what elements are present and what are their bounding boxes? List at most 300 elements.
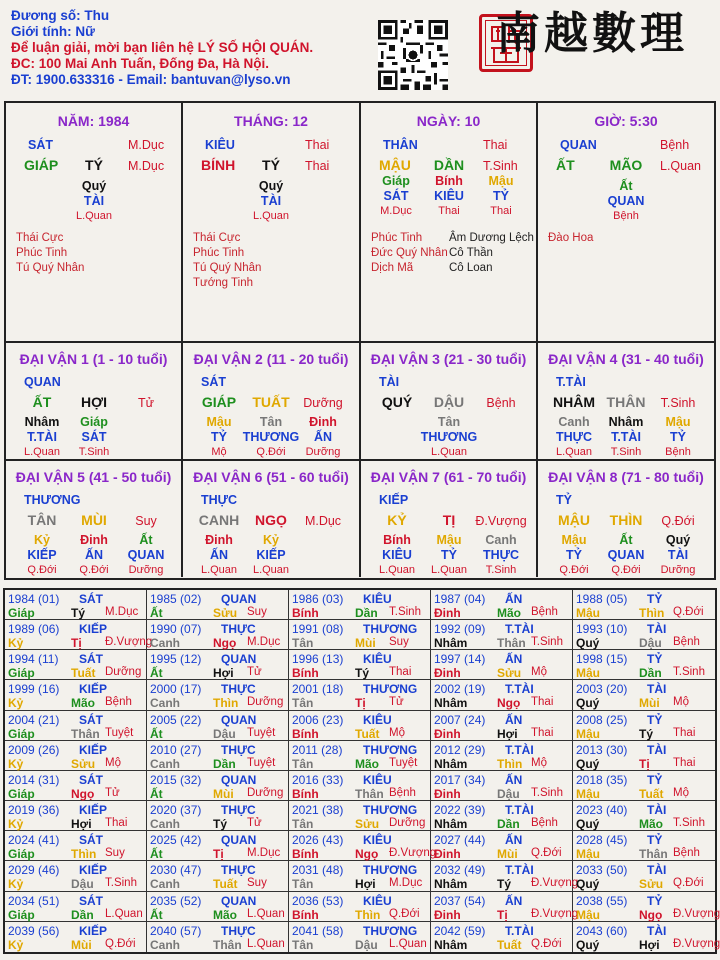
heavenly-stem: Nhâm [434, 937, 468, 952]
ten-god: QUAN [24, 375, 61, 389]
hidden-ten-god: TÀI [260, 194, 282, 208]
ten-god: TỶ [647, 893, 663, 908]
year-cell [431, 861, 579, 892]
hidden-ten-god: QUAN [127, 548, 165, 562]
year-cell [147, 831, 289, 861]
stage: Đ.Vượng [475, 514, 527, 528]
earthly-branch: THÌN [609, 512, 643, 528]
earthly-branch: Dần [213, 756, 236, 771]
year-label: 2013 (30) [576, 742, 628, 757]
heavenly-stem: Kỷ [8, 937, 24, 952]
year-cell [431, 801, 573, 831]
earthly-branch: Sửu [355, 817, 380, 832]
shen-sha: Tú Quý Nhân [16, 262, 85, 274]
hidden-ten-god: KIÊU [382, 548, 412, 562]
ten-god: KIÊU [363, 712, 392, 727]
year-cell [5, 590, 147, 620]
stage: Q.Đới [673, 877, 704, 890]
heavenly-stem: CANH [198, 512, 240, 528]
year-label: 2017 (34) [434, 772, 486, 787]
heavenly-stem: Mậu [576, 786, 600, 801]
stage: Bệnh [486, 396, 516, 410]
ten-god: T.TÀI [505, 923, 534, 938]
ten-god: THỰC [221, 622, 256, 637]
heavenly-stem: Tân [292, 877, 314, 892]
heavenly-stem: Canh [150, 636, 180, 651]
ten-god: ẤN [505, 772, 523, 787]
heavenly-stem: Kỷ [8, 696, 24, 711]
stage: Bệnh [673, 636, 700, 649]
earthly-branch: Tý [71, 606, 86, 620]
heavenly-stem: Canh [150, 877, 180, 892]
pillar-title: THÁNG: 12 [234, 113, 308, 129]
pillar-1 [6, 103, 183, 341]
ten-god: TÀI [647, 863, 667, 878]
stage: Thai [531, 726, 554, 739]
stage: Suy [247, 606, 267, 618]
year-label: 2014 (31) [8, 772, 60, 787]
stage: Tuyệt [389, 756, 418, 769]
heavenly-stem: Giáp [8, 847, 35, 862]
year-cell [147, 922, 289, 952]
ten-god: SÁT [79, 772, 103, 787]
hidden-stage: M.Dục [380, 205, 412, 217]
hidden-stem: Kỷ [263, 533, 279, 547]
ten-god: TÀI [379, 375, 400, 389]
ten-god: THỰC [221, 863, 256, 878]
heavenly-stem: ẤT [32, 394, 52, 410]
year-label: 2006 (23) [292, 712, 344, 727]
ten-god: SÁT [79, 712, 103, 727]
ten-god: QUAN [221, 652, 257, 667]
hidden-ten-god: TỶ [670, 430, 686, 444]
ten-god: ẤN [505, 893, 523, 908]
heavenly-stem: Quý [576, 636, 600, 651]
ten-god: THƯƠNG [24, 493, 81, 507]
hidden-ten-god: ẤN [84, 548, 104, 562]
hidden-ten-god: ẤN [313, 430, 333, 444]
shen-sha: Âm Dương Lệch [449, 232, 534, 244]
heavenly-stem: Nhâm [434, 877, 468, 892]
hidden-stage: L.Quan [378, 564, 416, 576]
heavenly-stem: Quý [576, 877, 600, 892]
ten-god: TÀI [647, 923, 667, 938]
heavenly-stem: Giáp [8, 786, 35, 801]
heavenly-stem: GIÁP [201, 394, 237, 410]
year-label: 2025 (42) [150, 833, 202, 848]
stage: Suy [389, 636, 409, 649]
ten-god: KIẾP [79, 863, 108, 878]
year-label: 2024 (41) [8, 833, 60, 848]
ten-god: QUAN [221, 712, 257, 727]
hidden-stage: Mộ [211, 446, 227, 458]
earthly-branch: Dậu [497, 786, 520, 801]
hidden-stage: T.Sinh [78, 446, 110, 458]
year-label: 2030 (47) [150, 863, 202, 878]
heavenly-stem: Bính [292, 606, 319, 620]
year-cell [573, 922, 720, 952]
year-cell [289, 831, 437, 862]
heavenly-stem: Bính [292, 726, 319, 741]
heavenly-stem: Giáp [8, 606, 35, 620]
heavenly-stem: Giáp [8, 666, 35, 681]
year-label: 2027 (44) [434, 833, 486, 848]
shen-sha: Đức Quý Nhân [371, 247, 448, 259]
year-label: 1998 (15) [576, 652, 628, 667]
hidden-ten-god: KIẾP [256, 548, 286, 562]
stage: Bệnh [531, 817, 558, 830]
ten-god: THÂN [383, 138, 418, 152]
year-cell [431, 741, 573, 771]
year-cell [573, 771, 715, 801]
earthly-branch: Hợi [639, 937, 660, 952]
stage: L.Quan [247, 907, 285, 920]
branch-stage: T.Sinh [483, 159, 518, 173]
year-cell [431, 680, 573, 710]
ten-god: THỰC [221, 742, 256, 757]
stage: Thai [673, 756, 696, 769]
year-label: 2012 (29) [434, 742, 486, 757]
earthly-branch: Tuất [639, 786, 664, 801]
stage: Bệnh [660, 138, 690, 152]
hidden-stage: L.Quan [200, 564, 238, 576]
pillar-title: GIỜ: 5:30 [594, 113, 658, 129]
year-cell [573, 892, 720, 922]
stage: L.Quan [247, 937, 285, 950]
hidden-ten-god: KIÊU [434, 189, 464, 203]
stage: Tử [137, 396, 155, 410]
heavenly-stem: Ất [150, 666, 163, 681]
heavenly-stem: Ất [150, 726, 163, 741]
stage: M.Dục [389, 877, 423, 890]
earthly-branch: Thân [213, 937, 242, 952]
year-cell [147, 620, 289, 650]
stage: M.Dục [105, 606, 139, 618]
ten-god: THỰC [221, 803, 256, 818]
year-cell [431, 590, 573, 620]
ten-god: T.TÀI [505, 742, 534, 757]
hidden-stage: Dưỡng [660, 564, 696, 576]
earthly-branch: THÂN [606, 394, 646, 410]
hidden-stem: Đinh [205, 533, 233, 547]
shen-sha: Cô Thần [449, 247, 493, 259]
hidden-stage: T.Sinh [610, 446, 642, 458]
hidden-stage: L.Quan [252, 564, 290, 576]
dai-van-6 [183, 459, 361, 577]
ten-god: SÁT [79, 652, 103, 667]
dai-van-title: ĐẠI VẬN 6 (51 - 60 tuổi) [193, 469, 349, 485]
heavenly-stem: Tân [292, 756, 314, 771]
shen-sha: Thái Cực [16, 232, 64, 244]
ten-god: KIẾP [379, 493, 409, 507]
stage: Dưỡng [105, 666, 142, 679]
shen-sha: Phúc Tinh [371, 232, 423, 244]
pillar-title: NGÀY: 10 [416, 113, 481, 129]
earthly-branch: Dậu [639, 636, 662, 651]
subject-gender: Giới tính: Nữ [11, 24, 95, 39]
hidden-stem: Canh [485, 533, 517, 547]
earthly-branch: Tý [213, 817, 228, 832]
ten-god: QUAN [221, 592, 257, 606]
hidden-stage: L.Quan [430, 446, 468, 458]
ten-god: TỶ [647, 772, 663, 787]
stage: Đ.Vượng [673, 907, 720, 920]
hidden-ten-god: SÁT [81, 430, 107, 444]
year-cell [289, 801, 431, 831]
ten-god: KIÊU [363, 772, 392, 787]
hidden-stage: Dưỡng [128, 564, 164, 576]
heavenly-stem: Quý [576, 696, 600, 711]
heavenly-stem: Bính [292, 666, 319, 681]
stage: Suy [247, 877, 267, 890]
year-label: 2035 (52) [150, 893, 202, 908]
ten-god: KIẾP [79, 622, 108, 637]
year-cell [5, 771, 147, 801]
year-label: 2010 (27) [150, 742, 202, 757]
year-label: 1995 (12) [150, 652, 202, 667]
qr-code-icon[interactable] [378, 20, 448, 90]
ten-god: ẤN [505, 592, 523, 606]
year-label: 2034 (51) [8, 893, 60, 908]
ten-god: THƯƠNG [363, 742, 418, 757]
dai-van-3 [361, 341, 538, 459]
ten-god: KIÊU [363, 893, 392, 908]
hidden-stage: L.Quan [555, 446, 593, 458]
hidden-ten-god: THỰC [482, 548, 520, 562]
heavenly-stem: MẬU [558, 512, 590, 528]
pillar-title: NĂM: 1984 [57, 113, 130, 129]
year-label: 1997 (14) [434, 652, 486, 667]
hidden-stem: Kỷ [34, 533, 50, 547]
stage: L.Quan [105, 907, 143, 920]
stage: Đ.Vượng [531, 907, 579, 920]
ten-god: ẤN [505, 712, 523, 727]
shen-sha: Thái Cực [193, 232, 241, 244]
earthly-branch: Hợi [71, 817, 92, 832]
heavenly-stem: Quý [576, 817, 600, 832]
heavenly-stem: Kỷ [8, 756, 24, 771]
earthly-branch: Sửu [497, 666, 522, 681]
stage: Tuyệt [105, 726, 134, 739]
year-cell [431, 771, 573, 801]
earthly-branch: Sửu [639, 877, 664, 892]
heavenly-stem: Bính [292, 907, 319, 922]
earthly-branch: Mùi [71, 937, 92, 952]
year-label: 2028 (45) [576, 833, 628, 848]
hidden-stem: Tân [259, 415, 283, 429]
earthly-branch: Mùi [639, 696, 660, 711]
ten-god: KIÊU [363, 592, 392, 606]
ten-god: T.TÀI [505, 682, 534, 697]
heavenly-stem: Đinh [434, 786, 461, 801]
earthly-branch: Mùi [213, 786, 234, 801]
year-cell [147, 650, 289, 680]
ten-god: TÀI [647, 742, 667, 757]
earthly-branch: Ngọ [497, 696, 521, 711]
earthly-branch: Hợi [213, 666, 234, 681]
dai-van-4 [538, 341, 714, 459]
ten-god: TỶ [647, 592, 663, 606]
year-label: 1999 (16) [8, 682, 60, 697]
earthly-branch: Tý [639, 726, 654, 741]
year-cell [147, 771, 289, 801]
earthly-branch: Dậu [213, 726, 236, 741]
dai-van-8 [538, 459, 714, 577]
heavenly-stem: Đinh [434, 726, 461, 741]
ten-god: SÁT [79, 833, 103, 848]
year-label: 2042 (59) [434, 923, 486, 938]
subject-name: Đương số: Thu [11, 8, 110, 23]
earthly-branch: Thân [497, 636, 526, 651]
hidden-stem: Nhâm [608, 415, 644, 429]
stage: Mộ [673, 696, 689, 709]
phone-email-line: ĐT: 1900.633316 - Email: bantuvan@lyso.vn [11, 72, 291, 87]
hidden-ten-god: KIẾP [27, 548, 57, 562]
hidden-stem: Mậu [488, 174, 514, 188]
ten-god: SÁT [79, 592, 103, 606]
year-cell [289, 741, 431, 771]
earthly-branch: Tị [71, 636, 82, 651]
header-info [11, 8, 313, 88]
year-label: 2039 (56) [8, 923, 60, 938]
year-label: 2029 (46) [8, 863, 60, 878]
heavenly-stem: Mậu [576, 847, 600, 862]
stage: Bệnh [105, 696, 132, 709]
ten-god: KIÊU [205, 138, 235, 152]
year-label: 2018 (35) [576, 772, 628, 787]
heavenly-stem: Bính [292, 847, 319, 862]
stage: Q.Đới [389, 907, 420, 920]
hidden-ten-god: TÀI [83, 194, 105, 208]
hidden-stem: Ất [619, 179, 633, 193]
ten-god: TỶ [647, 712, 663, 727]
header [0, 0, 720, 100]
year-label: 2020 (37) [150, 803, 202, 818]
stage: Suy [135, 514, 157, 528]
shen-sha: Tú Quý Nhân [193, 262, 262, 274]
heavenly-stem: Nhâm [434, 696, 468, 711]
ten-god: THƯƠNG [363, 803, 418, 818]
heavenly-stem: KỶ [387, 512, 407, 528]
year-label: 1989 (06) [8, 622, 60, 637]
stage: Đ.Vượng [673, 937, 720, 950]
hidden-stage: Q.Đới [27, 564, 57, 576]
stage: Tuyệt [247, 756, 276, 769]
earthly-branch: Mùi [497, 847, 518, 862]
hidden-ten-god: THỰC [555, 430, 593, 444]
heavenly-stem: Canh [150, 696, 180, 711]
stage: Đ.Vượng [389, 847, 437, 860]
heavenly-stem: MẬU [379, 157, 411, 173]
earthly-branch: Thân [71, 726, 100, 741]
heavenly-stem: NHÂM [553, 394, 595, 410]
earthly-branch: Dần [497, 817, 520, 832]
dai-van-5 [6, 459, 183, 577]
hidden-stem: Mậu [561, 533, 587, 547]
ten-god: TỶ [647, 652, 663, 667]
earthly-branch: TÝ [85, 157, 103, 173]
ten-god: THƯƠNG [363, 863, 418, 878]
ten-god: KIÊU [363, 652, 392, 667]
stage: Dưỡng [247, 696, 284, 709]
heavenly-stem: Đinh [434, 606, 461, 620]
stage: T.Sinh [660, 396, 696, 410]
ten-god: SÁT [201, 375, 226, 389]
year-cell [289, 771, 431, 801]
dai-van-title: ĐẠI VẬN 7 (61 - 70 tuổi) [370, 469, 527, 485]
year-cell [289, 680, 431, 710]
year-label: 2022 (39) [434, 803, 486, 818]
heavenly-stem: Mậu [576, 726, 600, 741]
heavenly-stem: Kỷ [8, 877, 24, 892]
earthly-branch: Thân [639, 847, 668, 862]
year-label: 2037 (54) [434, 893, 486, 908]
ten-god: QUAN [221, 833, 257, 848]
year-label: 2033 (50) [576, 863, 628, 878]
year-cell [5, 741, 147, 771]
year-label: 2019 (36) [8, 803, 60, 818]
heavenly-stem: Kỷ [8, 636, 24, 651]
dai-van-title: ĐẠI VẬN 5 (41 - 50 tuổi) [15, 469, 172, 485]
earthly-branch: Dần [355, 606, 378, 620]
hidden-stem: Mậu [206, 415, 232, 429]
heavenly-stem: Đinh [434, 907, 461, 922]
year-cell [431, 620, 573, 650]
ten-god: THỰC [221, 923, 256, 938]
heavenly-stem: Mậu [576, 606, 600, 620]
stage: Q.Đới [105, 937, 136, 950]
heavenly-stem: Tân [292, 636, 314, 651]
stage: Thai [483, 138, 508, 152]
hidden-stage: Bệnh [613, 210, 639, 222]
stage: Thai [105, 817, 128, 830]
ten-god: KIÊU [363, 833, 392, 848]
year-cell [147, 590, 289, 620]
earthly-branch: Tị [355, 696, 366, 711]
stage: Tử [105, 786, 120, 799]
ten-god: THƯƠNG [363, 923, 418, 938]
shen-sha: Dịch Mã [371, 262, 414, 274]
year-cell [573, 741, 715, 771]
year-label: 1987 (04) [434, 592, 486, 606]
stage: Dưỡng [247, 786, 284, 799]
year-label: 2043 (60) [576, 923, 628, 938]
year-label: 2005 (22) [150, 712, 202, 727]
earthly-branch: TÝ [262, 157, 280, 173]
earthly-branch: Thìn [355, 907, 381, 922]
hidden-stem: Giáp [80, 415, 108, 429]
year-label: 1990 (07) [150, 622, 202, 637]
stage: Thai [305, 138, 330, 152]
branch-stage: Thai [305, 159, 330, 173]
earthly-branch: Thìn [497, 756, 523, 771]
hidden-stem: Bính [435, 174, 463, 188]
dai-van-7 [361, 459, 538, 577]
heavenly-stem: Ất [150, 847, 163, 862]
hidden-stage: Q.Đới [611, 564, 641, 576]
hidden-stage: Q.Đới [256, 446, 286, 458]
year-label: 1988 (05) [576, 592, 628, 606]
year-label: 2003 (20) [576, 682, 628, 697]
year-label: 2036 (53) [292, 893, 344, 908]
stage: T.Sinh [531, 786, 563, 799]
hidden-ten-god: TỶ [493, 189, 509, 203]
heavenly-stem: Giáp [8, 907, 35, 922]
earthly-branch: DẦN [433, 157, 465, 173]
stage: Thai [389, 666, 412, 679]
ten-god: T.TÀI [556, 375, 586, 389]
stage: Q.Đới [661, 514, 695, 528]
